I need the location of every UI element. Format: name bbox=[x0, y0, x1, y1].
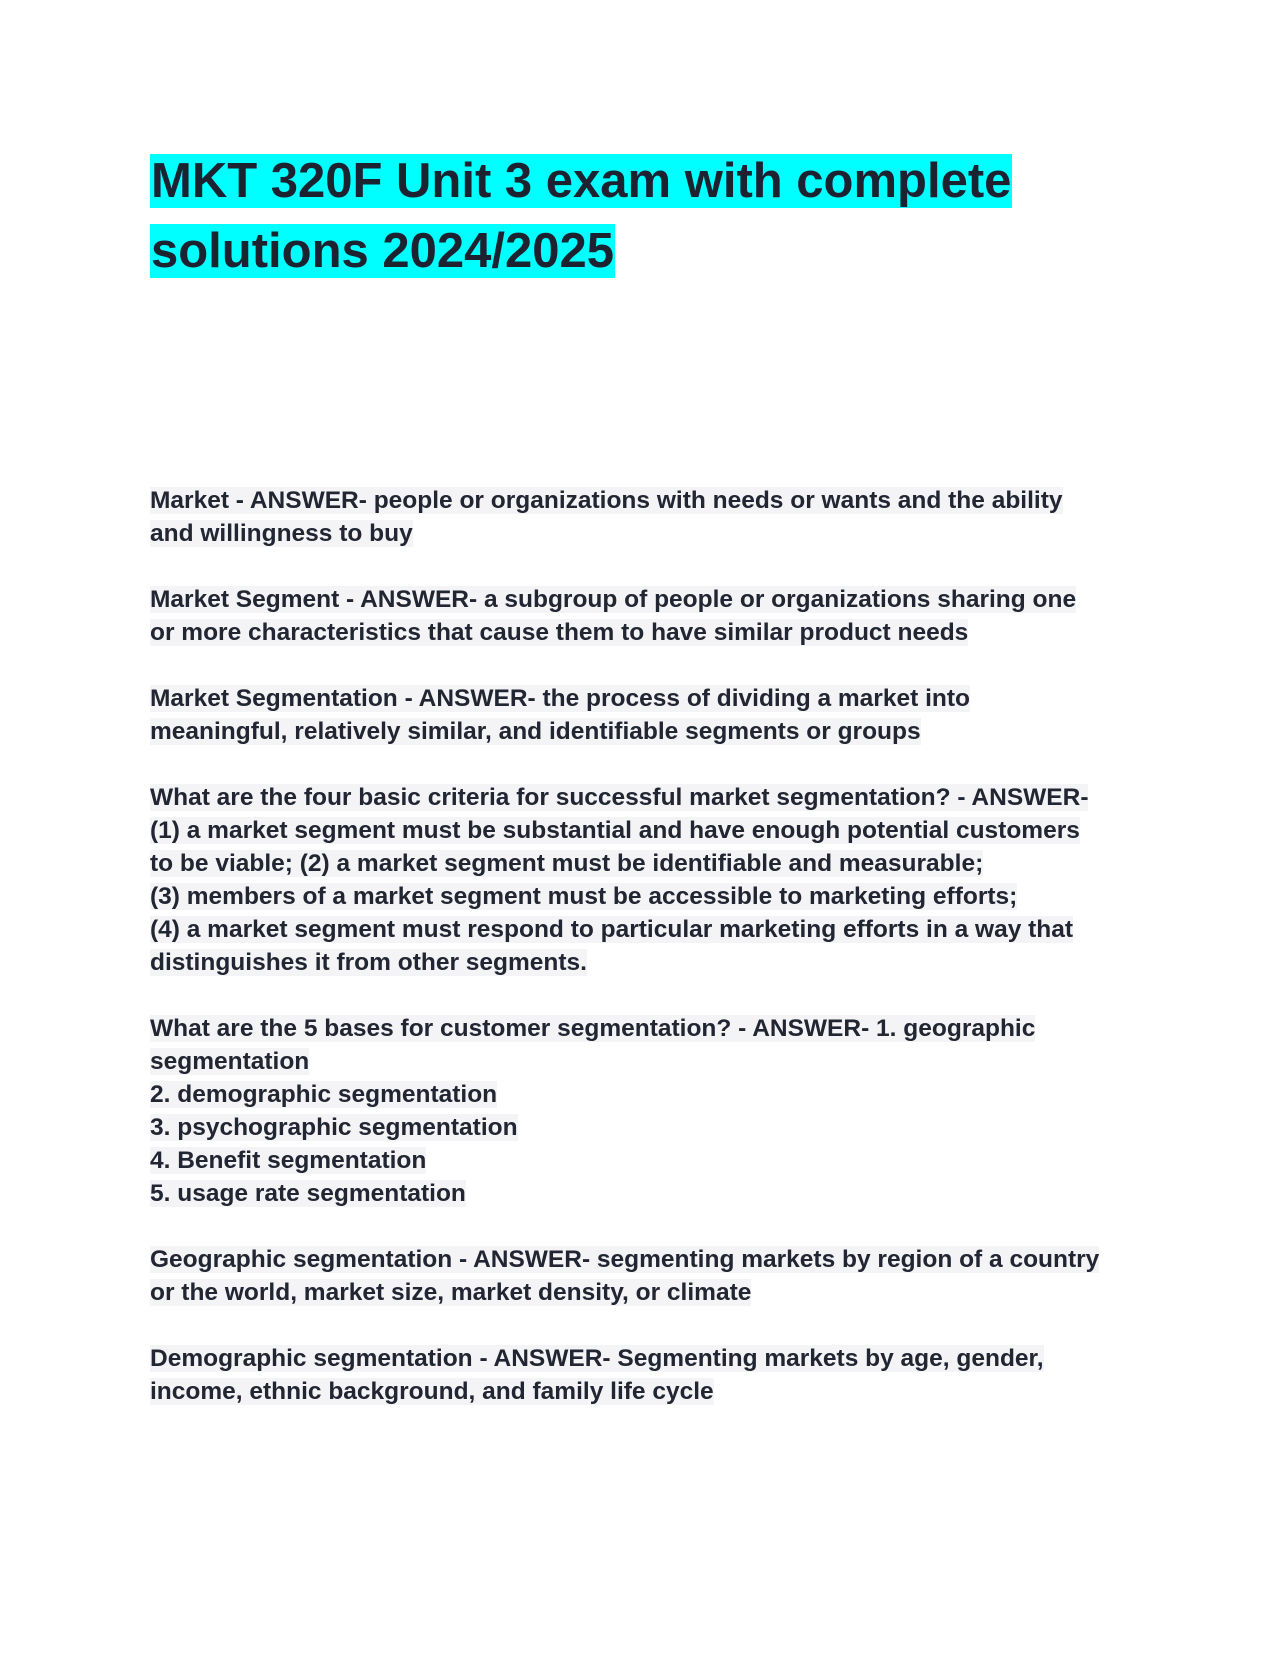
entry-line: 3. psychographic segmentation bbox=[150, 1114, 518, 1141]
qa-entry-market-segmentation bbox=[150, 682, 1130, 748]
qa-list bbox=[150, 484, 1130, 1441]
entry-line: 4. Benefit segmentation bbox=[150, 1147, 427, 1174]
entry-line: meaningful, relatively similar, and identifiable segments or groups bbox=[150, 718, 921, 745]
qa-entry-four-criteria bbox=[150, 781, 1130, 979]
entry-line: 2. demographic segmentation bbox=[150, 1081, 498, 1108]
title-line-1: MKT 320F Unit 3 exam with complete bbox=[151, 154, 1012, 208]
entry-line: or the world, market size, market density, or climate bbox=[150, 1279, 752, 1306]
qa-entry-demographic-segmentation bbox=[150, 1342, 1130, 1408]
entry-line: Market Segment - ANSWER- a subgroup of people or organizations sharing one bbox=[150, 586, 1077, 613]
qa-entry-market bbox=[150, 484, 1130, 550]
page-title bbox=[150, 146, 1050, 286]
qa-entry-geographic-segmentation bbox=[150, 1243, 1130, 1309]
qa-entry-market-segment bbox=[150, 583, 1130, 649]
title-line-2: solutions 2024/2025 bbox=[151, 224, 615, 278]
entry-line: or more characteristics that cause them to have similar product needs bbox=[150, 619, 969, 646]
entry-line: Market Segmentation - ANSWER- the process of dividing a market into bbox=[150, 685, 970, 712]
entry-line: What are the four basic criteria for successful market segmentation? - ANSWER- bbox=[150, 784, 1089, 811]
entry-line: segmentation bbox=[150, 1048, 310, 1075]
entry-line: Market - ANSWER- people or organizations with needs or wants and the ability bbox=[150, 487, 1063, 514]
entry-line: Geographic segmentation - ANSWER- segmenting markets by region of a country bbox=[150, 1246, 1100, 1273]
entry-line: 5. usage rate segmentation bbox=[150, 1180, 466, 1207]
qa-entry-five-bases bbox=[150, 1012, 1130, 1210]
entry-line: What are the 5 bases for customer segmentation? - ANSWER- 1. geographic bbox=[150, 1015, 1036, 1042]
entry-line: income, ethnic background, and family life cycle bbox=[150, 1378, 714, 1405]
entry-line: to be viable; (2) a market segment must be identifiable and measurable; bbox=[150, 850, 984, 877]
entry-line: (4) a market segment must respond to particular marketing efforts in a way that bbox=[150, 916, 1074, 943]
entry-line: Demographic segmentation - ANSWER- Segmenting markets by age, gender, bbox=[150, 1345, 1044, 1372]
entry-line: and willingness to buy bbox=[150, 520, 413, 547]
entry-line: (3) members of a market segment must be accessible to marketing efforts; bbox=[150, 883, 1018, 910]
entry-line: (1) a market segment must be substantial and have enough potential customers bbox=[150, 817, 1080, 844]
entry-line: distinguishes it from other segments. bbox=[150, 949, 587, 976]
